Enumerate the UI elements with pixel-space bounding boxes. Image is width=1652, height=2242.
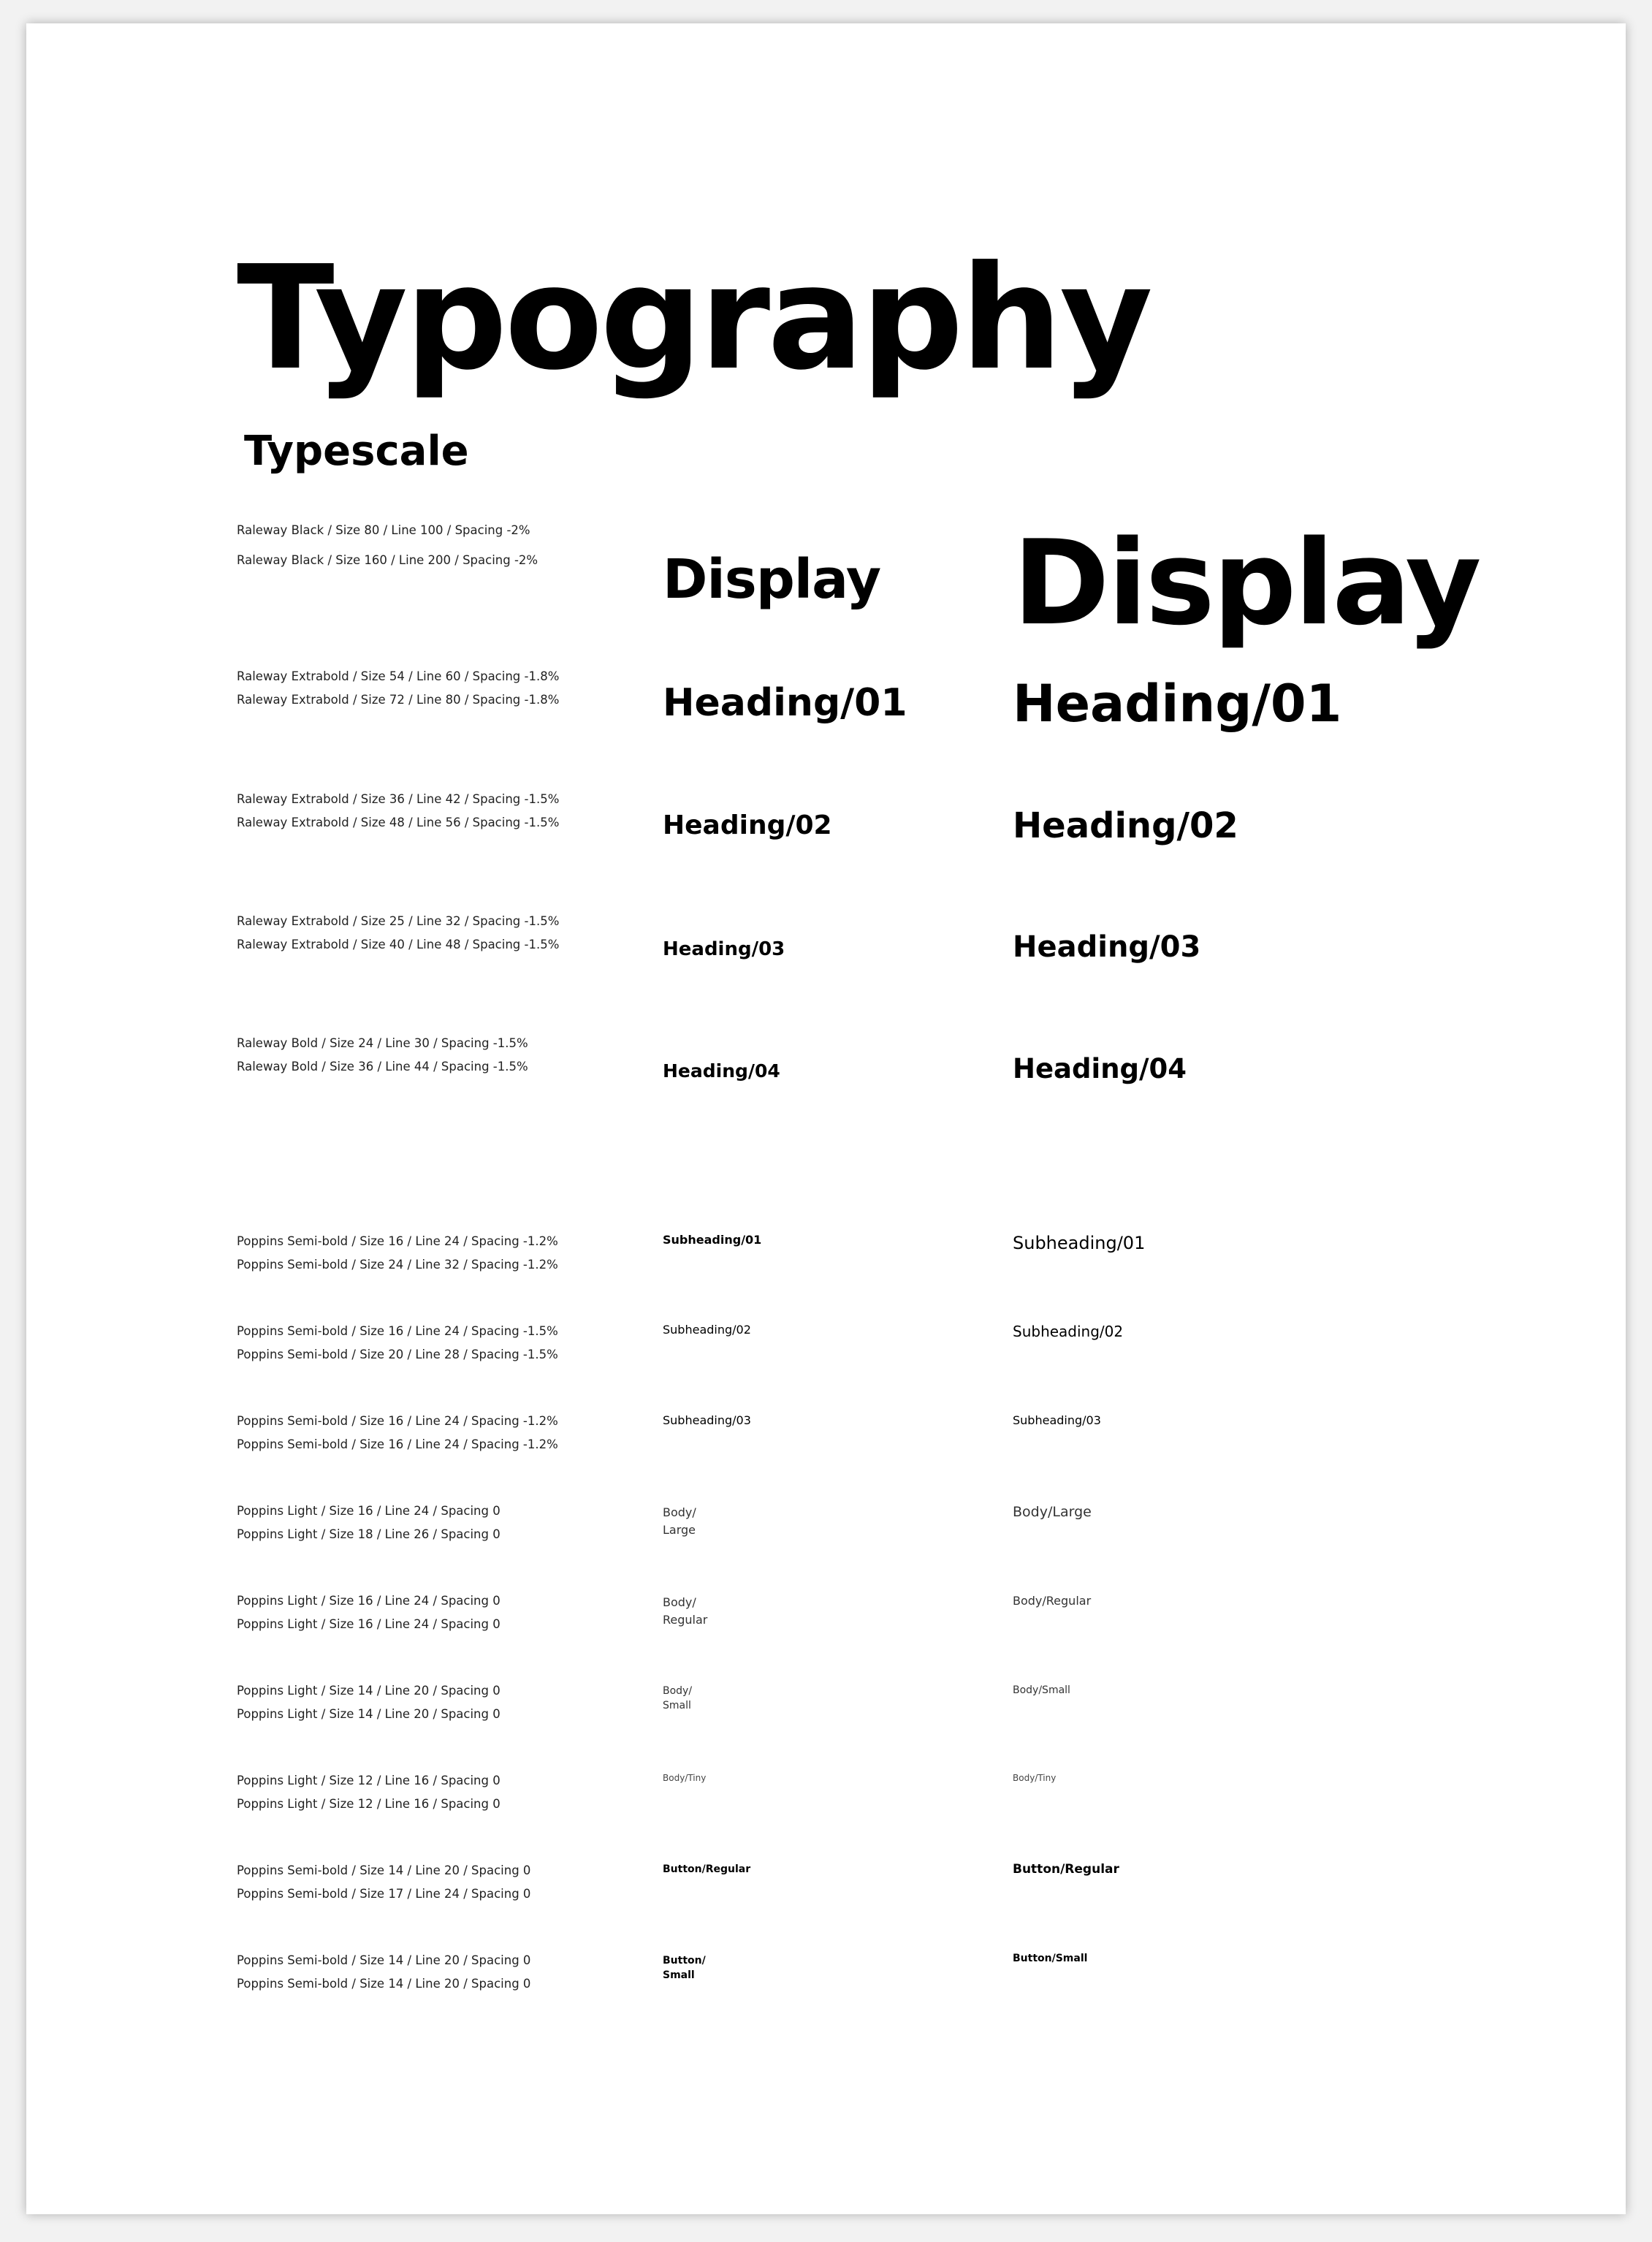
spec-heading-01: [237, 665, 646, 712]
sample-body-large-large: Body/Large: [1013, 1504, 1092, 1520]
sample-body-tiny-large: Body/Tiny: [1013, 1773, 1057, 1783]
sample-body-small-small: Body/ Small: [663, 1685, 693, 1711]
spec-line-large: Poppins Semi-bold / Size 14 / Line 20 / Spacing 0: [237, 1977, 531, 1991]
typography-sheet: [26, 23, 1626, 2214]
sample-display-small: Display: [663, 548, 881, 611]
spec-button-small: [237, 1949, 646, 1996]
spec-line-small: Poppins Light / Size 14 / Line 20 / Spacing 0: [237, 1684, 500, 1698]
sample-button-small-small: Button/ Small: [663, 1955, 706, 1981]
sample-heading-03-small: Heading/03: [663, 938, 785, 960]
spec-line-small: Poppins Semi-bold / Size 14 / Line 20 / Spacing 0: [237, 1863, 531, 1877]
spec-line-small: Raleway Extrabold / Size 25 / Line 32 / Spacing -1.5%: [237, 914, 560, 928]
spec-line-small: Raleway Black / Size 80 / Line 100 / Spacing -2%: [237, 523, 530, 537]
spec-line-large: Raleway Extrabold / Size 40 / Line 48 / Spacing -1.5%: [237, 938, 560, 951]
sample-heading-01-small: Heading/01: [663, 681, 907, 725]
sample-body-large-small: Body/ Large: [663, 1505, 696, 1537]
sample-body-tiny-small: Body/Tiny: [663, 1773, 707, 1783]
sample-heading-01-large: Heading/01: [1013, 674, 1342, 734]
spec-line-large: Raleway Bold / Size 36 / Line 44 / Spacing -1.5%: [237, 1060, 528, 1074]
spec-line-large: Poppins Semi-bold / Size 24 / Line 32 / Spacing -1.2%: [237, 1258, 558, 1272]
sample-subheading-01-large: Subheading/01: [1013, 1233, 1146, 1253]
sample-body-regular-large: Body/Regular: [1013, 1594, 1092, 1608]
sample-button-regular-large: Button/Regular: [1013, 1862, 1119, 1877]
spec-line-small: Poppins Light / Size 16 / Line 24 / Spacing 0: [237, 1504, 500, 1518]
spec-display: [237, 519, 646, 572]
spec-line-large: Raleway Extrabold / Size 48 / Line 56 / Spacing -1.5%: [237, 816, 560, 829]
spec-button-regular: [237, 1859, 646, 1906]
spec-line-large: Poppins Light / Size 16 / Line 24 / Spacing 0: [237, 1617, 500, 1631]
sample-subheading-02-large: Subheading/02: [1013, 1323, 1124, 1340]
sample-subheading-03-small: Subheading/03: [663, 1413, 751, 1427]
sample-heading-02-large: Heading/02: [1013, 805, 1238, 846]
spec-line-large: Poppins Light / Size 14 / Line 20 / Spacing 0: [237, 1707, 500, 1721]
spec-line-small: Poppins Semi-bold / Size 16 / Line 24 / Spacing -1.2%: [237, 1234, 558, 1248]
sample-button-regular-small: Button/Regular: [663, 1863, 751, 1875]
spec-line-small: Raleway Extrabold / Size 36 / Line 42 / Spacing -1.5%: [237, 792, 560, 806]
spec-subheading-03: [237, 1410, 646, 1456]
spec-line-large: Raleway Extrabold / Size 72 / Line 80 / Spacing -1.8%: [237, 693, 560, 707]
spec-line-large: Poppins Semi-bold / Size 16 / Line 24 / Spacing -1.2%: [237, 1437, 558, 1451]
spec-line-large: Poppins Semi-bold / Size 20 / Line 28 / Spacing -1.5%: [237, 1348, 558, 1361]
sample-heading-04-large: Heading/04: [1013, 1053, 1187, 1084]
sample-subheading-02-small: Subheading/02: [663, 1323, 751, 1337]
spec-line-large: Poppins Light / Size 12 / Line 16 / Spacing 0: [237, 1797, 500, 1811]
spec-line-small: Poppins Semi-bold / Size 16 / Line 24 / Spacing -1.2%: [237, 1414, 558, 1428]
spec-heading-03: [237, 910, 646, 957]
spec-body-large: [237, 1500, 646, 1546]
sample-subheading-03-large: Subheading/03: [1013, 1413, 1101, 1427]
sample-display-large: Display: [1013, 514, 1480, 651]
sample-heading-03-large: Heading/03: [1013, 930, 1201, 964]
spec-subheading-02: [237, 1320, 646, 1367]
sample-heading-04-small: Heading/04: [663, 1060, 780, 1082]
spec-body-regular: [237, 1589, 646, 1636]
spec-body-tiny: [237, 1769, 646, 1816]
spec-heading-04: [237, 1032, 646, 1079]
spec-subheading-01: [237, 1230, 646, 1277]
sample-body-regular-small: Body/ Regular: [663, 1595, 708, 1627]
spec-line-small: Poppins Light / Size 12 / Line 16 / Spacing 0: [237, 1774, 500, 1787]
spec-line-large: Poppins Light / Size 18 / Line 26 / Spacing 0: [237, 1527, 500, 1541]
spec-line-small: Poppins Light / Size 16 / Line 24 / Spacing 0: [237, 1594, 500, 1608]
page-title: Typography: [237, 235, 1150, 402]
sample-subheading-01-small: Subheading/01: [663, 1233, 762, 1247]
spec-line-small: Poppins Semi-bold / Size 16 / Line 24 / Spacing -1.5%: [237, 1324, 558, 1338]
spec-line-small: Poppins Semi-bold / Size 14 / Line 20 / Spacing 0: [237, 1953, 531, 1967]
sample-body-small-large: Body/Small: [1013, 1684, 1070, 1696]
sample-heading-02-small: Heading/02: [663, 810, 832, 840]
sample-button-small-large: Button/Small: [1013, 1953, 1088, 1964]
spec-heading-02: [237, 788, 646, 835]
spec-line-small: Raleway Extrabold / Size 54 / Line 60 / Spacing -1.8%: [237, 669, 560, 683]
spec-body-small: [237, 1679, 646, 1726]
spec-line-large: Raleway Black / Size 160 / Line 200 / Spacing -2%: [237, 553, 538, 567]
spec-line-large: Poppins Semi-bold / Size 17 / Line 24 / Spacing 0: [237, 1887, 531, 1901]
section-title: Typescale: [244, 428, 469, 475]
spec-line-small: Raleway Bold / Size 24 / Line 30 / Spacing -1.5%: [237, 1036, 528, 1050]
